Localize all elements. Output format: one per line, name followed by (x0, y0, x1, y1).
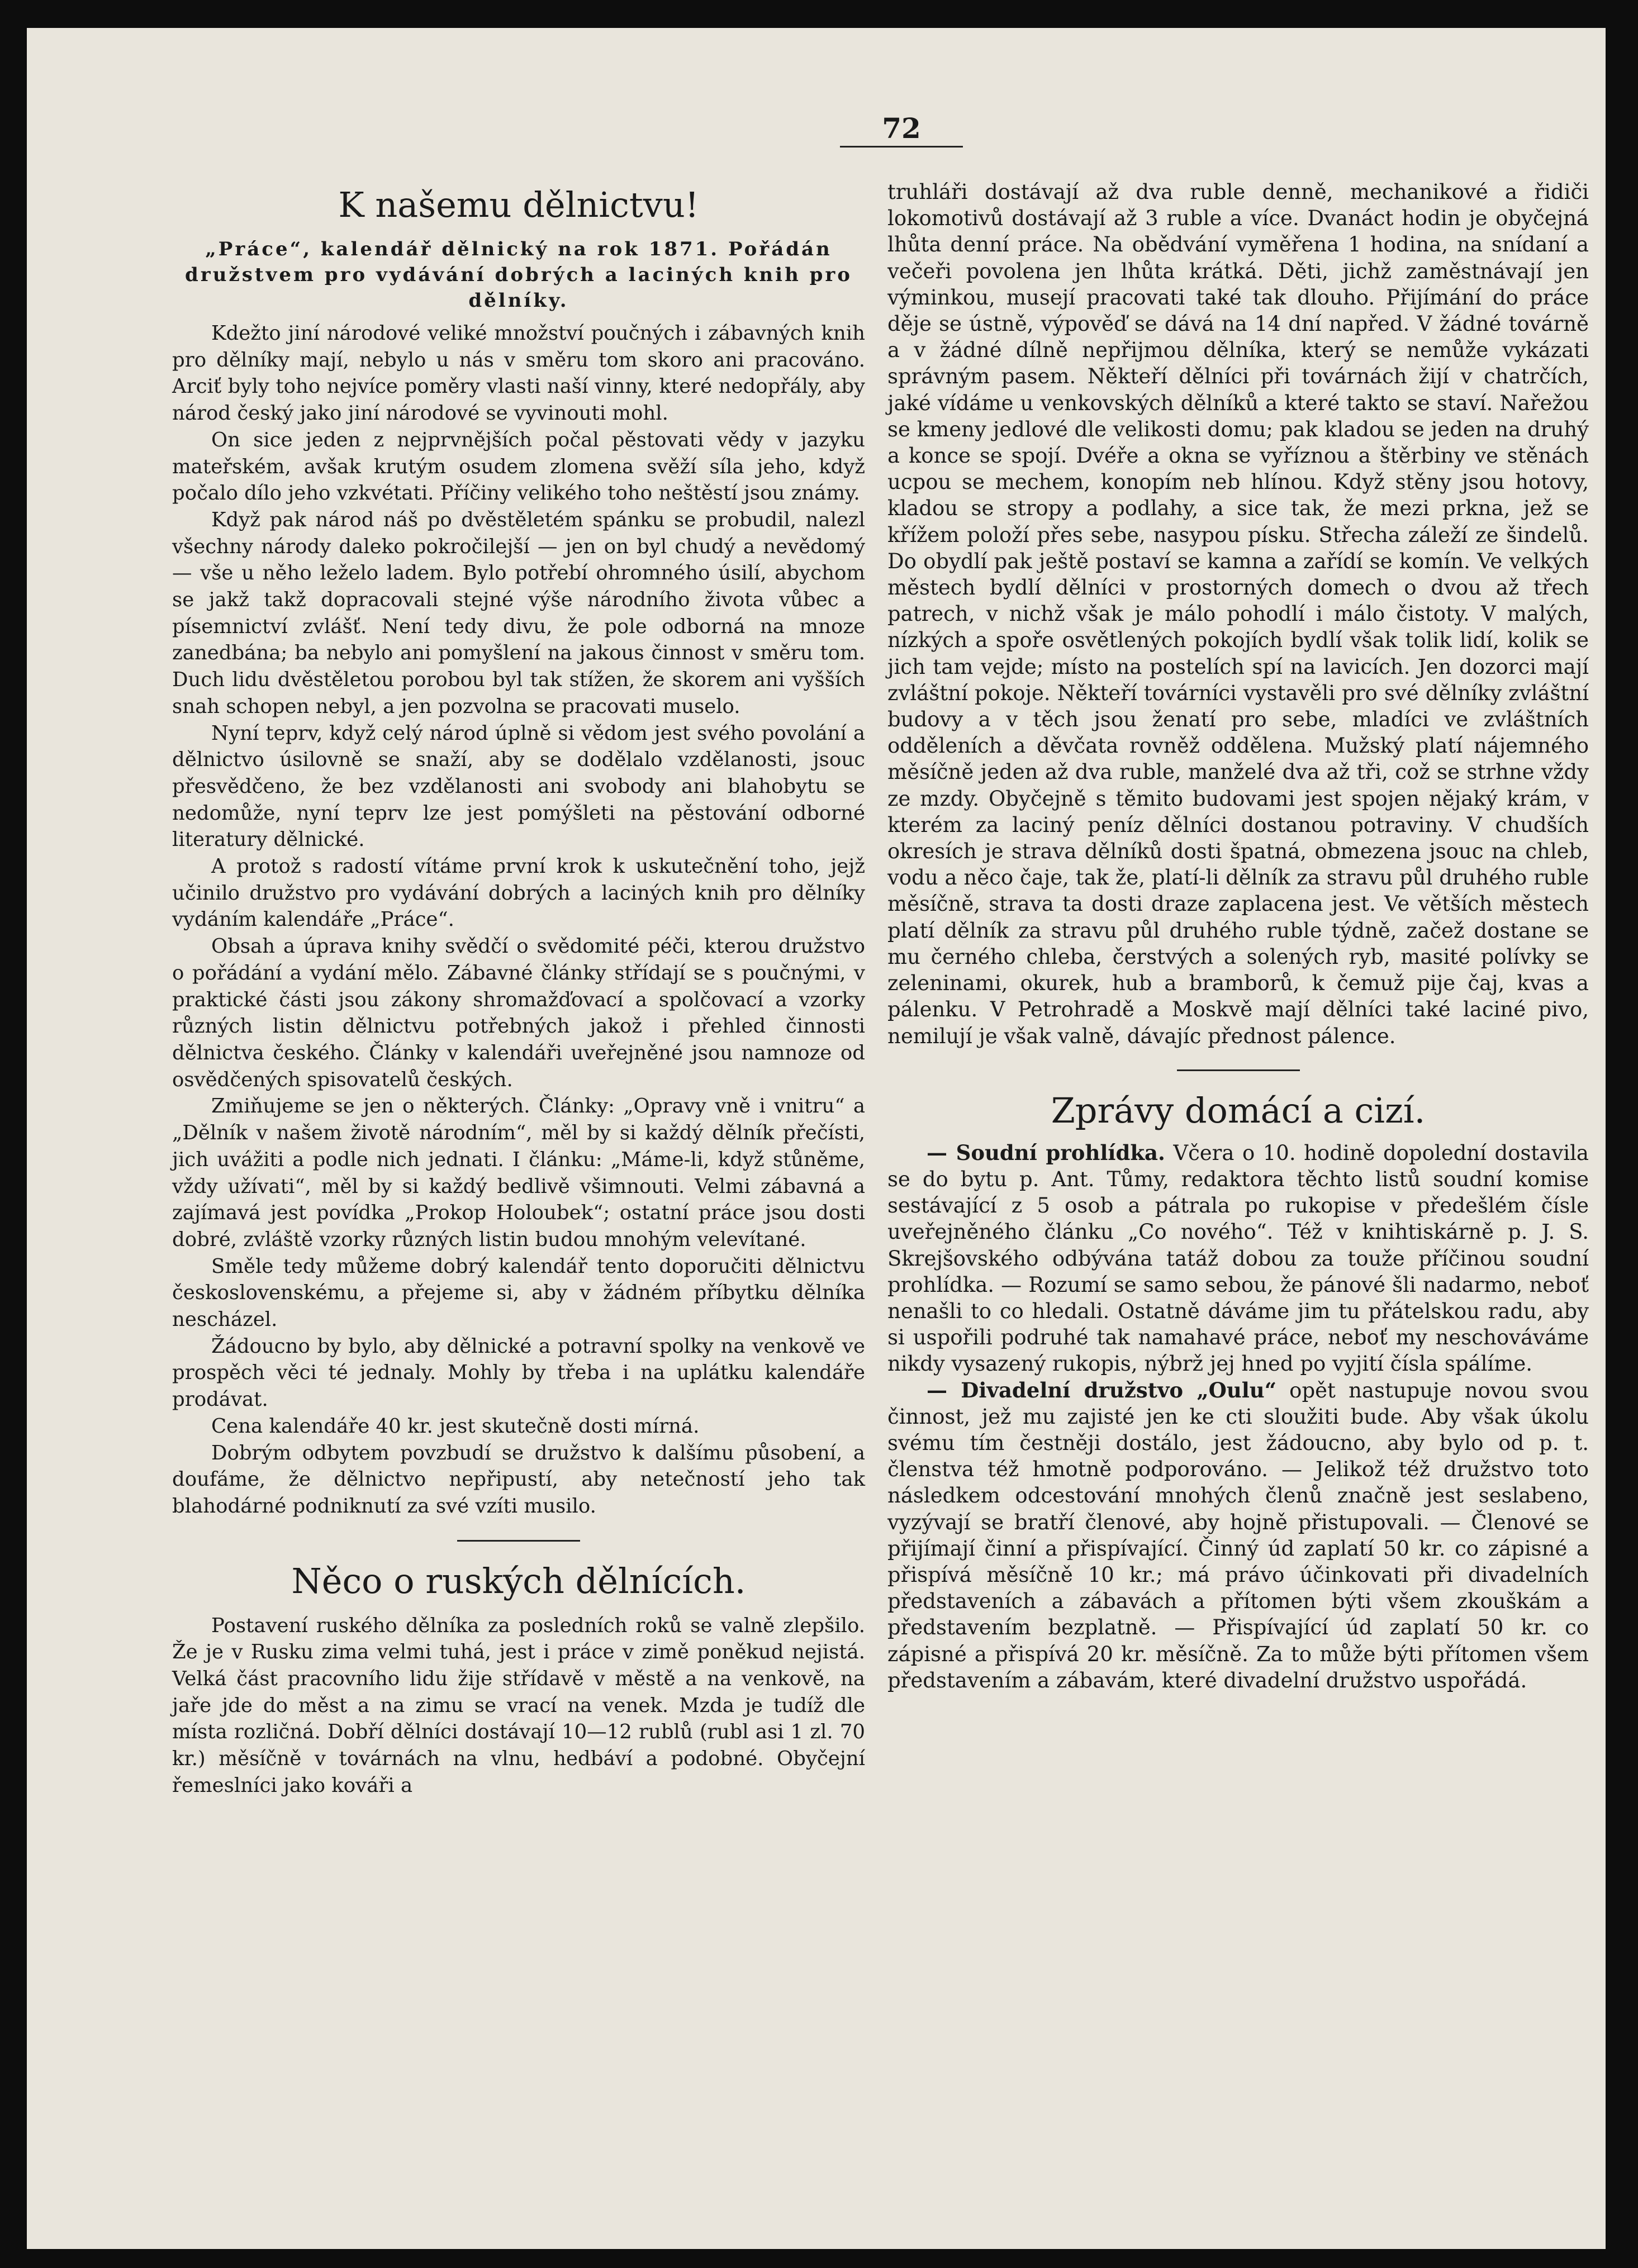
paragraph: Dobrým odbytem povzbudí se družstvo k dalšímu působení, a doufáme, že dělnictvo nepřipustí, aby netečností jeho tak blahodárné podniknutí za své vzíti musilo. (172, 1441, 865, 1518)
news-item-soudni-prohlidka (887, 1140, 1589, 1377)
right-column (887, 179, 1589, 1694)
paragraph: Kdežto jiní národové veliké množství poučných i zábavných knih pro dělníky mají, nebylo u nás v směru tom skoro ani pracováno. Arciť byly toho nejvíce poměry vlasti naší vinny, které nedopřály, aby národ český jako jiní národové se vyvinouti mohl. (172, 322, 865, 425)
article-title-nasemu: K našemu dělnictvu! (338, 184, 699, 225)
paragraph-continuation: truhláři dostávají až dva ruble denně, mechanikové a řidiči lokomotivů dostávají až 3 ruble a více. Dvanáct hodin je obyčejná lhůta denní práce. Na obědvání vyměřena 1 hodina, na snídaní a večeři povolena jen lhůta krátká. Děti, jichž zaměstnávají jen výminkou, musejí pracovati také tak dlouho. Přijímání do práce děje se ústně, výpověď se dává na 14 dní napřed. V žádné továrně a v žádné dílně nepřijmou dělníka, který se nemůže vykázati správným pasem. Někteří dělníci při továrnách žijí v chatrčích, jaké vídáme u venkovských dělníků a které takto se staví. Nařežou se kmeny jedlové dle velikosti domu; pak kladou se jeden na druhý a konce se spojí. Dvéře a okna se vyříznou a štěrbiny ve stěnách ucpou se mechem, konopím neb hlínou. Když stěny jsou hotovy, kladou se stropy a podlahy, a sice tak, že mezi prkna, jež se křížem položí přes sebe, nasypou písku. Střecha záleží ze šindelů. Do obydlí pak ještě postaví se kamna a zařídí se komín. Ve velkých městech bydlí dělníci v prostorných domech o dvou až třech patrech, v nichž však je málo pohodlí i málo čistoty. V malých, nízkých a spoře osvětlených pokojích bydlí však tolik lidí, kolik se jich tam vejde; místo na postelích spí na lavicích. Jen dozorci mají zvláštní pokoje. Někteří továrníci vystavěli pro své dělníky zvláštní budovy a v těch jsou ženatí pro sebe, mladíci ve zvláštních odděleních a děvčata rovněž oddělena. Mužský platí nájemného měsíčně jeden až dva ruble, manželé dva až tři, což se strhne vždy ze mzdy. Obyčejně s těmito budovami jest spojen nějaký krám, v kterém za laciný peníz dělníci dostanou potraviny. V chudších okresích je strava dělníků dosti špatná, obmezena jsouc na chleb, vodu a něco čaje, tak že, platí-li dělník za stravu půl druhého ruble měsíčně, strava ta dosti draze zaplacena jest. Ve větších městech platí dělník za stravu půl druhého ruble týdně, začež dostane se mu černého chleba, čerstvých a solených ryb, masité polívky se zeleninami, okurek, hub a bramborů, k čemuž pije čaj, kvas a pálenku. V Petrohradě a Moskvě mají dělníci také laciné pivo, nemilují je však valně, dávajíc přednost pálence. (887, 180, 1589, 1048)
article-title-neco: Něco o ruských dělnících. (291, 1560, 746, 1601)
left-column (172, 184, 865, 1799)
news-item-text: opět nastupuje novou svou činnost, jež mu zajisté jen ke cti sloužiti bude. Aby však úkolu svému tím čestněji dostálo, jest žádoucno, aby bylo od p. t. členstva též hmotně podporováno. — Jelikož též družstvo toto následkem odcestování mnohých členů značně jest seslabeno, vyzývají se bratří členové, aby hojně přistupovali. — Členové se přijímají činní a přispívající. Činný úd zaplatí 50 kr. co zápisné a přispívá měsíčně 10 kr.; má právo účinkovati při divadelních představeních a zábavách a přítomen býti všem zkouškám a představením bezplatně. — Přispívající úd zaplatí 50 kr. co zápisné a přispívá 20 kr. měsíčně. Za to může býti přítomen všem představením a zábavám, které divadelní družstvo uspořádá. (887, 1378, 1589, 1692)
news-item-divadelni-druzstvo (887, 1377, 1589, 1694)
newspaper-page (27, 28, 1606, 2249)
paragraph: A protož s radostí vítáme první krok k uskutečnění toho, jejž učinilo družstvo pro vydávání dobrých a laciných knih pro dělníky vydáním kalendáře „Práce“. (172, 855, 865, 931)
news-item-lead: — Divadelní družstvo „Oulu“ (927, 1377, 1276, 1402)
section-divider (457, 1540, 580, 1542)
article-subtitle-nasemu: „Práce“, kalendář dělnický na rok 1871. Pořádán družstvem pro vydávání dobrých a laciných knih pro dělníky. (185, 238, 852, 312)
news-item-lead: — Soudní prohlídka. (927, 1140, 1165, 1165)
paragraph: Směle tedy můžeme dobrý kalendář tento doporučiti dělnictvu československému, a přejeme si, aby v žádném příbytku dělníka nescházel. (172, 1254, 865, 1332)
paragraph: Obsah a úprava knihy svědčí o svědomité péči, kterou družstvo o pořádání a vydání mělo. Zábavné články střídají se s poučnými, v praktické části jsou zákony shromažďovací a spolčovací a vzorky různých listin dělnictvu potřebných jakož i přehled činnosti dělnictva českého. Články v kalendáři uveřejněné jsou namnoze od osvědčených spisovatelů českých. (172, 935, 865, 1091)
paragraph: Postavení ruského dělníka za posledních roků se valně zlepšilo. Že je v Rusku zima velmi tuhá, jest i práce v zimě poněkud nejistá. Velká část pracovního lidu žije střídavě v městě a na venkově, na jaře jde do měst a na zimu se vrací na venek. Mzda je tudíž dle místa rozličná. Dobří dělníci dostávají 10—12 rublů (rubl asi 1 zl. 70 kr.) měsíčně v továrnách na vlnu, hedbáví a podobné. Obyčejní řemeslníci jako kováři a (172, 1614, 865, 1797)
paragraph: On sice jeden z nejprvnějších počal pěstovati vědy v jazyku mateřském, avšak krutým osudem zlomena svěží síla jeho, když počalo dílo jeho vzkvétati. Příčiny velikého toho neštěstí jsou známy. (172, 428, 865, 505)
paragraph: Žádoucno by bylo, aby dělnické a potravní spolky na venkově ve prospěch věci té jednaly. Mohly by třeba i na uplátku kalendáře prodávat. (172, 1334, 865, 1411)
paragraph: Když pak národ náš po dvěstěletém spánku se probudil, nalezl všechny národy daleko pokročilejší — jen on byl chudý a nevědomý — vše u něho leželo ladem. Bylo potřebí ohromného úsilí, abychom se jakž takž dopracovali stejné výše národního života vůbec a písemnictví zvlášť. Není tedy divu, že pole odborná na mnoze zanedbána; ba nebylo ani pomyšlení na jakous činnost v směru tom. Duch lidu dvěstěletou porobou byl tak stížen, že skorem ani vyšších snah schopen nebyl, a jen pozvolna se pracovati muselo. (172, 508, 865, 718)
paragraph: Zmiňujeme se jen o některých. Články: „Opravy vně i vnitru“ a „Dělník v našem životě národním“, měl by si každý dělník přečísti, jich uvážiti a podle nich jednati. I článku: „Máme-li, když stůněme, vždy užívati“, měl by si každý bedlivě všimnouti. Velmi zábavná a zajímavá jest povídka „Prokop Holoubek“; ostatní práce jsou dosti dobré, zvláště vzorky různých listin budou mnohým velevítané. (172, 1095, 865, 1251)
news-item-text: Včera o 10. hodině dopolední dostavila se do bytu p. Ant. Tůmy, redaktora těchto listů soudní komise sestávající z 5 osob a pátrala po rukopise v předešlém čísle uveřejněného článku „Co nového“. Též v knihtiskárně p. J. S. Skrejšovského odbývána tatáž dobou za touže příčinou soudní prohlídka. — Rozumí se samo sebou, že pánové šli nadarmo, neboť nenašli to co hledali. Ostatně dáváme jim tu přátelskou radu, aby si uspořili podruhé tak namahavé práce, neboť my neschováváme nikdy vysazený rukopis, nýbrž jej hned po vyjití čísla spálíme. (887, 1140, 1589, 1376)
paragraph: Nyní teprv, když celý národ úplně si vědom jest svého povolání a dělnictvo úsilovně se snaží, aby se dodělalo vzdělanosti, jsouc přesvědčeno, že bez vzdělanosti ani svobody ani blahobytu se nedomůže, nyní teprv lze jest pomýšleti na pěstování odborné literatury dělnické. (172, 721, 865, 852)
section-divider (1177, 1069, 1300, 1071)
page-number: 72 (840, 112, 963, 148)
section-title-zpravy: Zprávy domácí a cizí. (1051, 1090, 1426, 1131)
paragraph: Cena kalendáře 40 kr. jest skutečně dosti mírná. (211, 1414, 700, 1438)
